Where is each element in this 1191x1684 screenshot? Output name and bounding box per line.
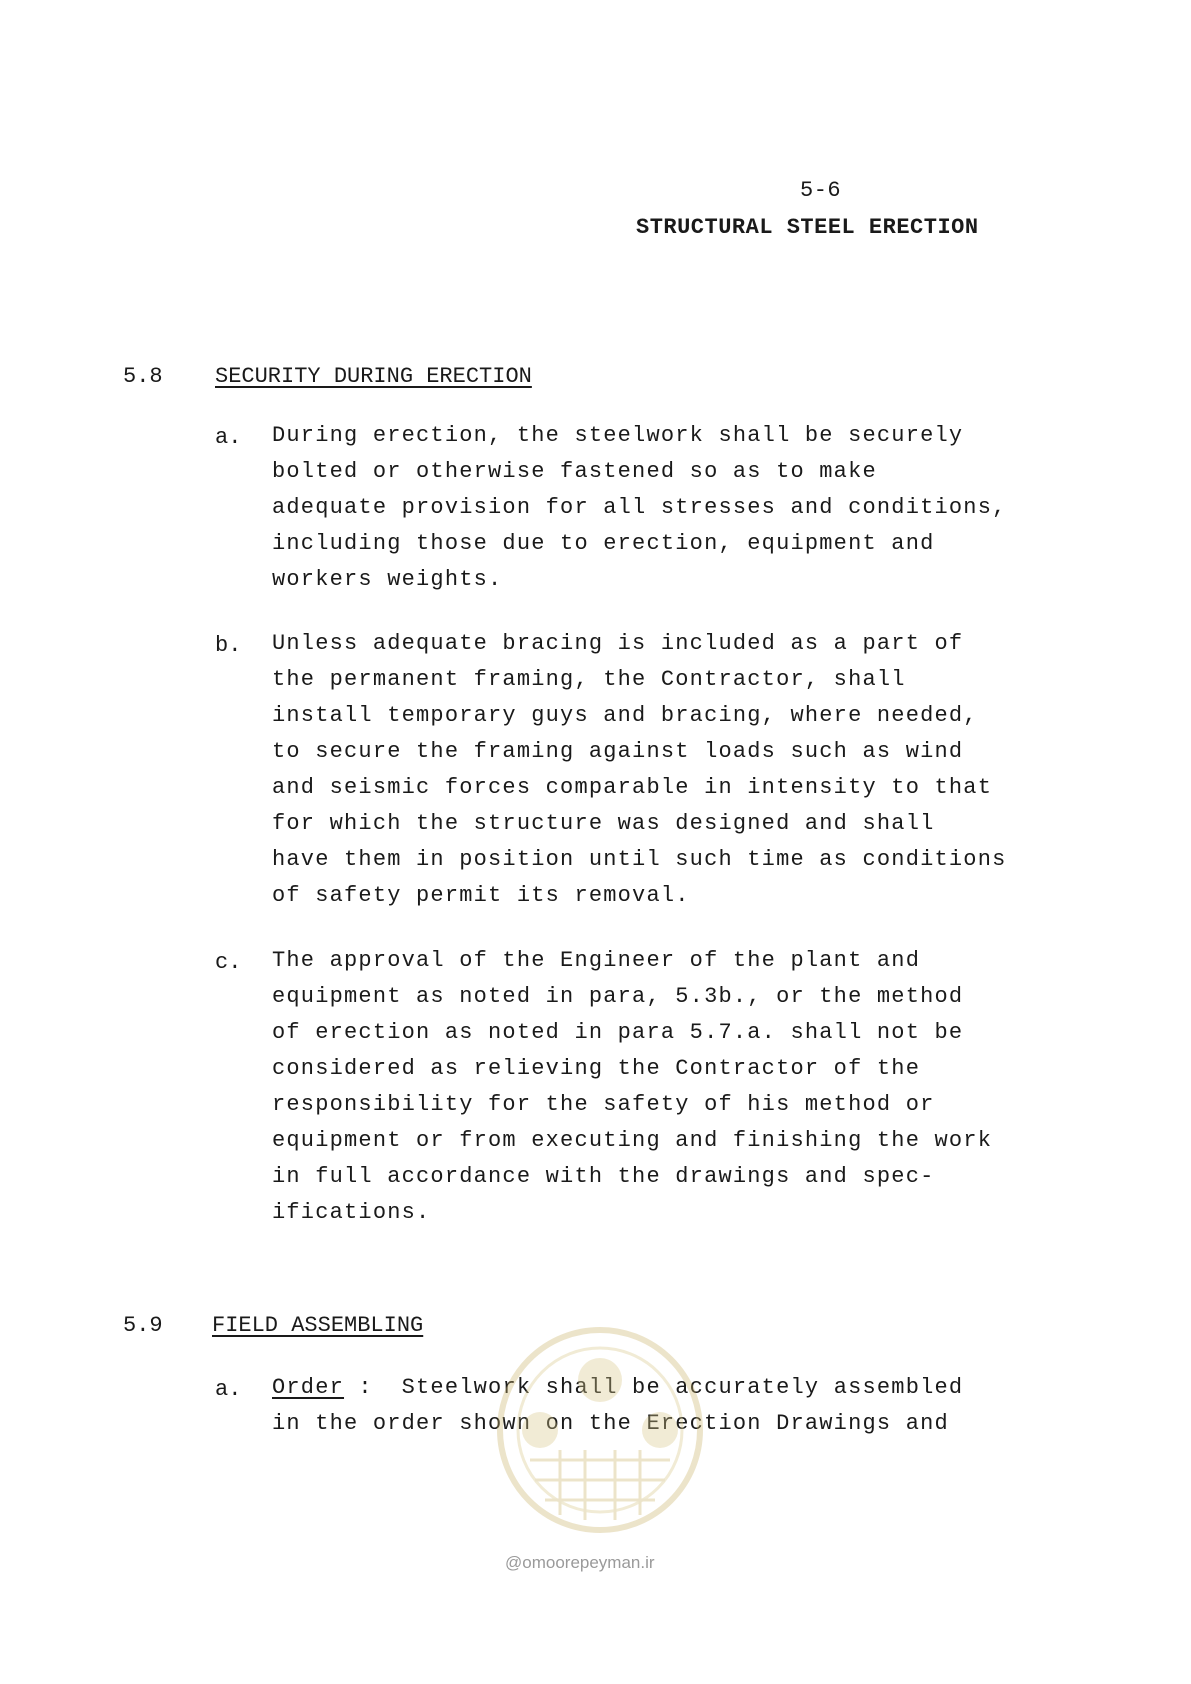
text-line: to secure the framing against loads such as wind <box>272 739 964 764</box>
section-title-security: SECURITY DURING ERECTION <box>215 364 532 389</box>
text-line-rest: Steelwork shall be accurately assembled <box>401 1375 964 1400</box>
section-number-5-8: 5.8 <box>123 364 163 389</box>
text-line: adequate provision for all stresses and conditions, <box>272 495 1007 520</box>
text-line: The approval of the Engineer of the plant and <box>272 948 921 973</box>
text-line: including those due to erection, equipment and <box>272 531 935 556</box>
text-line: equipment as noted in para, 5.3b., or the method <box>272 984 964 1009</box>
section-title-field-assembling: FIELD ASSEMBLING <box>212 1313 424 1338</box>
item-c-body <box>272 943 992 1231</box>
watermark-logo <box>480 1320 720 1550</box>
text-line: install temporary guys and bracing, where needed, <box>272 703 978 728</box>
text-line: During erection, the steelwork shall be securely <box>272 423 964 448</box>
item-letter-a: a. <box>215 425 242 450</box>
page-title: STRUCTURAL STEEL ERECTION <box>636 215 979 240</box>
text-line: Unless adequate bracing is included as a part of <box>272 631 964 656</box>
page-number: 5-6 <box>800 178 842 203</box>
text-line: ifications. <box>272 1200 431 1225</box>
text-line: of safety permit its removal. <box>272 883 690 908</box>
text-line: responsibility for the safety of his method or <box>272 1092 935 1117</box>
item-letter-a: a. <box>215 1377 242 1402</box>
item-b-body <box>272 626 1007 914</box>
text-line: of erection as noted in para 5.7.a. shall not be <box>272 1020 964 1045</box>
text-line: for which the structure was designed and shall <box>272 811 935 836</box>
text-line: in the order shown on the Erection Drawings and <box>272 1411 949 1436</box>
text-line: the permanent framing, the Contractor, shall <box>272 667 906 692</box>
text-line: workers weights. <box>272 567 503 592</box>
order-label: Order <box>272 1375 345 1400</box>
text-line: have them in position until such time as conditions <box>272 847 1007 872</box>
text-line: considered as relieving the Contractor of the <box>272 1056 921 1081</box>
item-a-body <box>272 418 1007 598</box>
item-letter-b: b. <box>215 633 242 658</box>
item-letter-c: c. <box>215 950 242 975</box>
text-line: and seismic forces comparable in intensity to that <box>272 775 993 800</box>
text-line: equipment or from executing and finishing the work <box>272 1128 993 1153</box>
text-line: bolted or otherwise fastened so as to make <box>272 459 877 484</box>
section-number-5-9: 5.9 <box>123 1313 163 1338</box>
text-line: in full accordance with the drawings and spec- <box>272 1164 935 1189</box>
label-separator: : <box>344 1375 402 1400</box>
watermark-text: @omoorepeyman.ir <box>505 1553 655 1572</box>
